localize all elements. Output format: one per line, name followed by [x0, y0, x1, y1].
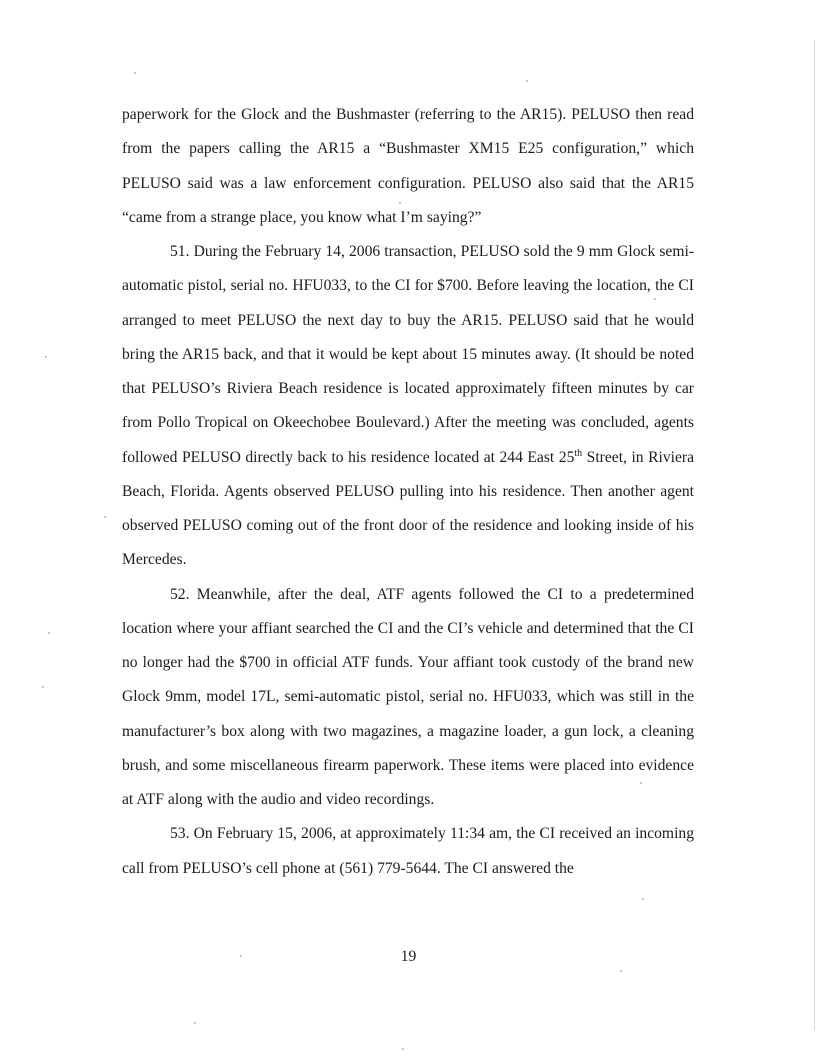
paragraph-52: 52. Meanwhile, after the deal, ATF agents followed the CI to a predetermined location where your affiant searched the CI and the CI’s vehicle and determined that the CI no longer had the $700 in official ATF funds. Your affiant took custody of the brand new Glock 9mm, model 17L, semi-automatic pistol, serial no. HFU033, which was still in the manufacturer’s box along with two magazines, a magazine loader, a gun lock, a cleaning brush, and some miscellaneous firearm paperwork. These items were placed into evidence at ATF along with the audio and video recordings.	[122, 585, 694, 808]
scan-speck	[42, 686, 44, 688]
paragraph-53: 53. On February 15, 2006, at approximately 11:34 am, the CI received an incoming call from PELUSO’s cell phone at (561) 779-5644. The CI answered the	[122, 825, 694, 877]
paragraph-51	[122, 235, 694, 578]
scan-speck	[104, 516, 106, 518]
ordinal-superscript: th	[574, 447, 583, 459]
scan-edge-line	[814, 40, 815, 1030]
page-number: 19	[400, 948, 417, 965]
scan-speck	[45, 356, 47, 358]
scan-speck	[620, 970, 622, 972]
scan-speck	[642, 898, 644, 900]
scan-speck	[134, 72, 136, 74]
paragraph-continuation: paperwork for the Glock and the Bushmaster (referring to the AR15). PELUSO then read from the papers calling the AR15 a “Bushmaster XM15 E25 configuration,” which PELUSO said was a law enforcement configuration. PELUSO also said that the AR15 “came from a strange place, you know what I’m saying?”	[122, 106, 694, 226]
paragraph-51-text-after: Street, in Riviera Beach, Florida. Agents observed PELUSO pulling into his residence. Then another agent observed PELUSO coming out of the front door of the residence and looking inside of his Mercedes.	[122, 448, 694, 569]
scan-speck	[194, 1022, 196, 1024]
body-text	[122, 98, 694, 886]
scan-speck	[402, 1048, 404, 1050]
scan-speck	[48, 632, 50, 634]
scan-speck	[526, 80, 528, 82]
paragraph-51-text-before: 51. During the February 14, 2006 transaction, PELUSO sold the 9 mm Glock semi-automatic pistol, serial no. HFU033, to the CI for $700. Before leaving the location, the CI arranged to meet PELUSO the next day to buy the AR15. PELUSO said that he would bring the AR15 back, and that it would be kept about 15 minutes away. (It should be noted that PELUSO’s Riviera Beach residence is located approximately fifteen minutes by car from Pollo Tropical on Okeechobee Boulevard.) After the meeting was concluded, agents followed PELUSO directly back to his residence located at 244 East 25	[122, 243, 694, 466]
